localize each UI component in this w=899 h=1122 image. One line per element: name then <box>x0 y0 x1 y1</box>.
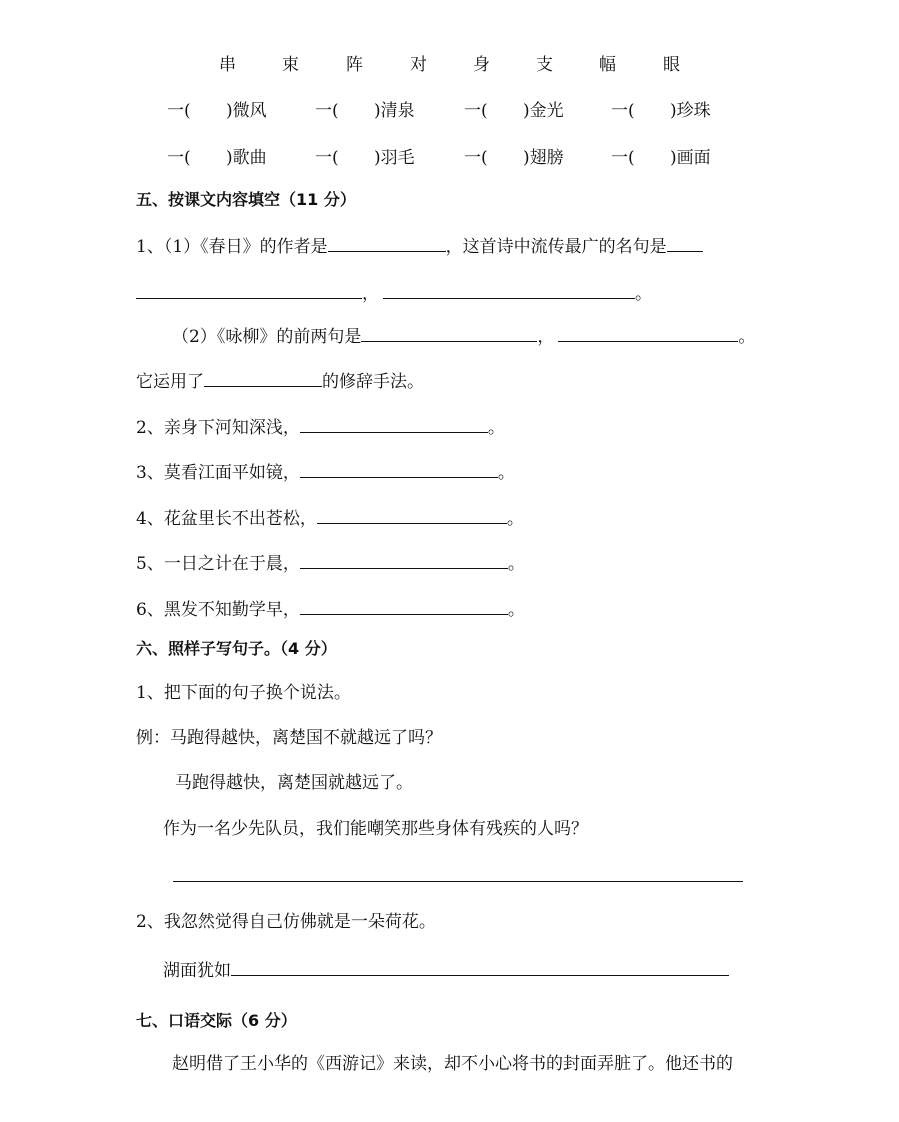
answer-blank[interactable] <box>383 281 635 299</box>
answer-blank[interactable] <box>300 597 508 615</box>
measure-word: 对 <box>410 55 427 75</box>
fill-prefix: 一( <box>611 101 635 121</box>
q-text: 1、（1）《春日》的作者是 <box>136 237 328 257</box>
q-text: 2、亲身下河知深浅， <box>136 418 300 438</box>
section-5-title: 五、按课文内容填空（11 分） <box>136 190 356 209</box>
answer-blank[interactable] <box>136 281 362 299</box>
fill-prefix: 一( <box>611 148 635 168</box>
answer-blank[interactable] <box>328 234 446 252</box>
question-6-1: 1、把下面的句子换个说法。 <box>136 683 351 703</box>
period: 。 <box>506 509 524 529</box>
measure-word: 束 <box>282 55 299 75</box>
fill-prefix: 一( <box>464 101 488 121</box>
fill-suffix: )清泉 <box>374 101 415 121</box>
question-5-1b <box>172 324 755 348</box>
question-6-1-prompt: 作为一名少先队员，我们能嘲笑那些身体有残疾的人吗？ <box>163 819 588 839</box>
question-5-3 <box>136 460 515 484</box>
fill-prefix: 一( <box>315 101 339 121</box>
fill-prefix: 一( <box>167 148 191 168</box>
fill-suffix: )歌曲 <box>226 148 267 168</box>
q-text: 5、一日之计在于晨， <box>136 554 300 574</box>
period: 。 <box>487 418 505 438</box>
answer-blank[interactable] <box>204 369 322 387</box>
question-5-1a-cont <box>136 281 652 305</box>
answer-blank[interactable] <box>317 506 507 524</box>
fill-suffix: )羽毛 <box>374 148 415 168</box>
question-5-2 <box>136 415 505 439</box>
answer-blank[interactable] <box>300 415 488 433</box>
fill-prefix: 一( <box>315 148 339 168</box>
fill-suffix: )微风 <box>226 101 267 121</box>
q-text: 6、黑发不知勤学早， <box>136 600 300 620</box>
q-text: 的修辞手法。 <box>322 372 424 392</box>
q-text: 4、花盆里长不出苍松， <box>136 509 317 529</box>
period: 。 <box>738 327 756 347</box>
measure-word: 幅 <box>599 55 616 75</box>
measure-word: 串 <box>219 55 236 75</box>
measure-word: 阵 <box>346 55 363 75</box>
answer-blank[interactable] <box>361 324 537 342</box>
section-6-title: 六、照样子写句子。（4 分） <box>136 639 337 658</box>
measure-word: 眼 <box>663 55 680 75</box>
period: 。 <box>497 463 515 483</box>
answer-blank[interactable] <box>667 234 703 252</box>
answer-blank[interactable] <box>300 460 498 478</box>
example-answer: 马跑得越快，离楚国就越远了。 <box>175 773 413 793</box>
fill-suffix: )金光 <box>523 101 564 121</box>
fill-suffix: )珍珠 <box>670 101 711 121</box>
fill-prefix: 一( <box>167 101 191 121</box>
question-6-2-prompt <box>163 958 729 982</box>
question-6-2: 2、我忽然觉得自己仿佛就是一朵荷花。 <box>136 912 436 932</box>
fill-prefix: 一( <box>464 148 488 168</box>
answer-blank[interactable] <box>231 958 729 976</box>
question-5-5 <box>136 551 525 575</box>
example-sentence: 例：马跑得越快，离楚国不就越远了吗？ <box>136 728 442 748</box>
question-5-6 <box>136 597 525 621</box>
q-text: 湖面犹如 <box>163 961 231 981</box>
question-5-1a <box>136 234 703 258</box>
period: 。 <box>635 284 652 304</box>
period: 。 <box>507 554 525 574</box>
section-7-text: 赵明借了王小华的《西游记》来读，却不小心将书的封面弄脏了。他还书的 <box>172 1054 733 1074</box>
q-text: 3、莫看江面平如镜， <box>136 463 300 483</box>
q-text: 它运用了 <box>136 372 204 392</box>
period: 。 <box>507 600 525 620</box>
comma: ， <box>362 284 379 304</box>
measure-word: 支 <box>536 55 553 75</box>
q-text: ，这首诗中流传最广的名句是 <box>445 237 667 257</box>
answer-line[interactable] <box>173 881 743 882</box>
comma: ， <box>537 327 555 347</box>
fill-suffix: )翅膀 <box>523 148 564 168</box>
question-5-1c <box>136 369 424 393</box>
question-5-4 <box>136 506 524 530</box>
fill-suffix: )画面 <box>670 148 711 168</box>
q-text: （2）《咏柳》的前两句是 <box>172 327 362 347</box>
answer-blank[interactable] <box>558 324 738 342</box>
section-7-title: 七、口语交际（6 分） <box>136 1011 297 1030</box>
measure-word: 身 <box>473 55 490 75</box>
answer-blank[interactable] <box>300 551 508 569</box>
